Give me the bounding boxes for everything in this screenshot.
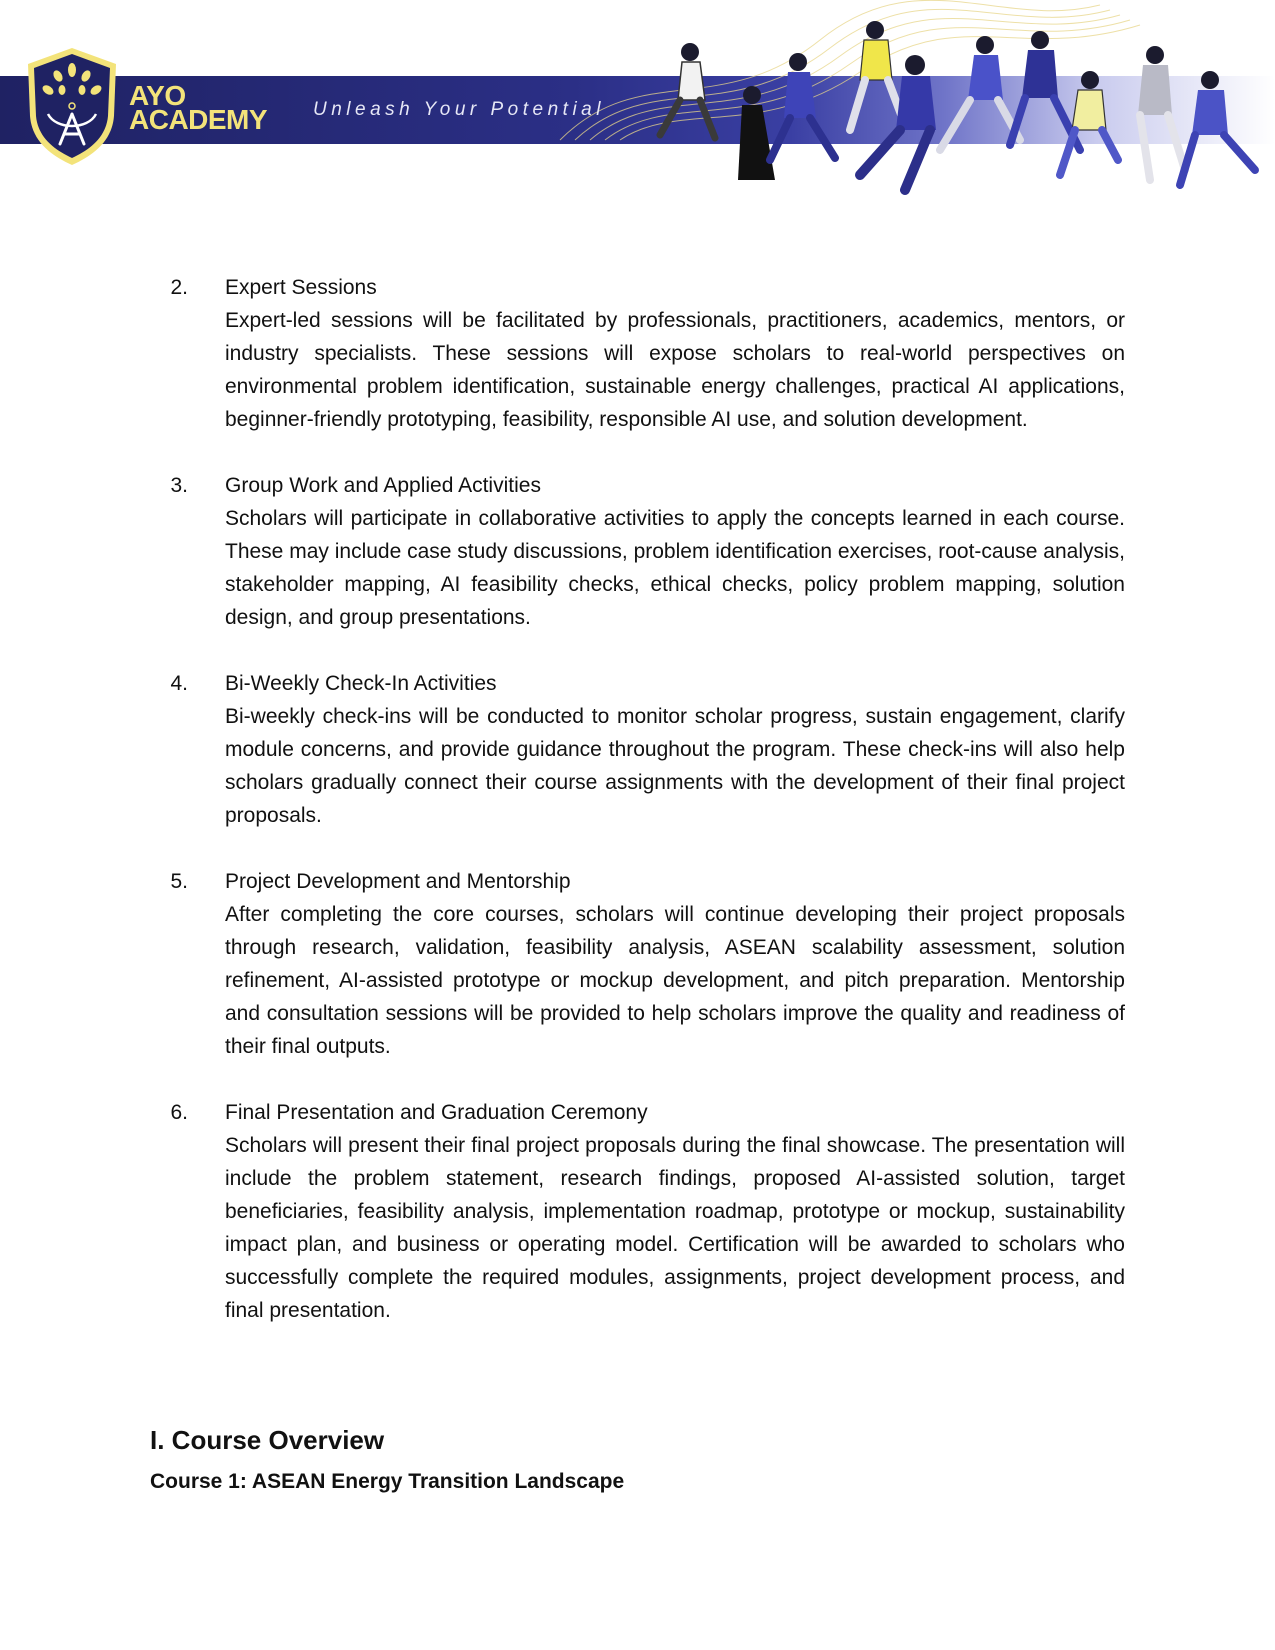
list-item — [150, 469, 1125, 634]
list-number: 6. — [170, 1101, 188, 1124]
brand-name — [129, 80, 268, 135]
runner-figures — [660, 21, 1255, 190]
brand-line-1: AYO — [129, 80, 186, 111]
list-number: 2. — [170, 276, 188, 299]
list-item — [150, 271, 1125, 436]
list-number: 3. — [170, 474, 188, 497]
header-banner — [0, 0, 1275, 215]
list-item-title: Expert Sessions — [225, 276, 377, 299]
list-item-title: Group Work and Applied Activities — [225, 474, 541, 497]
tree-shield-emblem-icon — [22, 44, 122, 169]
list-number: 5. — [170, 870, 188, 893]
document-body — [150, 271, 1125, 1360]
list-item-body: After completing the core courses, scholars will continue developing their project proposals through research, validation, feasibility analysis, ASEAN scalability assessment, solution refinement, AI-assisted prototype or mockup development, and pitch preparation. Mentorship and consultation sessions will be provided to help scholars improve the quality and readiness of their final outputs. — [225, 903, 1125, 1058]
course-heading: Course 1: ASEAN Energy Transition Landscape — [150, 1470, 625, 1493]
list-item-body: Scholars will participate in collaborative activities to apply the concepts learned in each course. These may include case study discussions, problem identification exercises, root-cause analysis, stakeholder mapping, AI feasibility checks, ethical checks, policy problem mapping, solution design, and group presentations. — [225, 507, 1125, 629]
list-item-title: Bi-Weekly Check-In Activities — [225, 672, 497, 695]
section-heading: I. Course Overview — [150, 1425, 385, 1455]
list-item-body: Scholars will present their final project proposals during the final showcase. The presentation will include the problem statement, research findings, proposed AI-assisted solution, target beneficiaries, feasibility analysis, implementation roadmap, prototype or mockup, sustainability impact plan, and business or operating model. Certification will be awarded to scholars who successfully complete the required modules, assignments, project development process, and final presentation. — [225, 1134, 1125, 1322]
list-item-title: Final Presentation and Graduation Ceremony — [225, 1101, 648, 1124]
list-item-body: Expert-led sessions will be facilitated by professionals, practitioners, academics, mentors, or industry specialists. These sessions will expose scholars to real-world perspectives on environmental problem identification, sustainable energy challenges, practical AI applications, beginner-friendly prototyping, feasibility, responsible AI use, and solution development. — [225, 309, 1125, 431]
list-number: 4. — [170, 672, 188, 695]
list-item — [150, 1096, 1125, 1327]
list-item — [150, 865, 1125, 1063]
brand-line-2: ACADEMY — [129, 104, 268, 135]
list-item — [150, 667, 1125, 832]
list-item-body: Bi-weekly check-ins will be conducted to monitor scholar progress, sustain engagement, clarify module concerns, and provide guidance throughout the program. These check-ins will also help scholars gradually connect their course assignments with the development of their final project proposals. — [225, 705, 1125, 827]
list-item-title: Project Development and Mentorship — [225, 870, 571, 893]
brand-tagline: Unleash Your Potential — [313, 99, 605, 120]
